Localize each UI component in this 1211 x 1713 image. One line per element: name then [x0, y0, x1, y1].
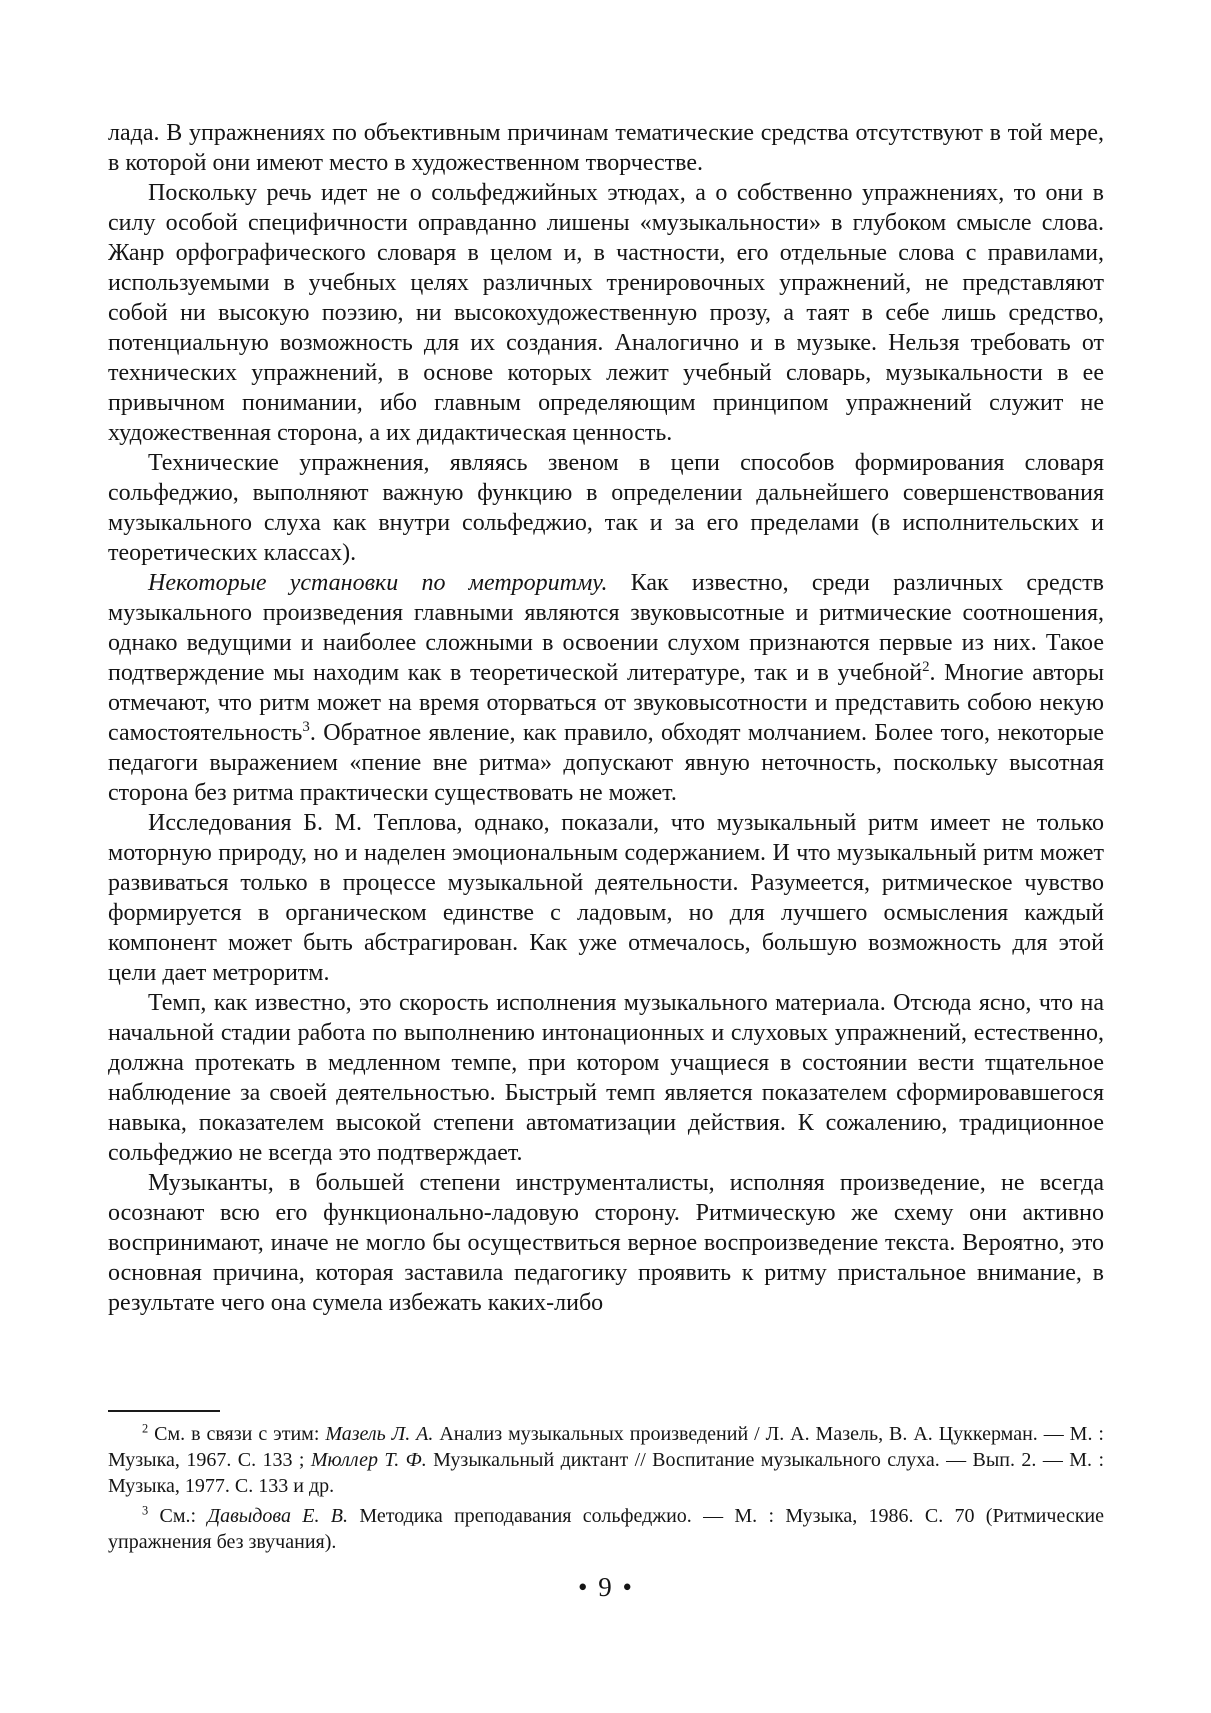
body-text — [108, 118, 1104, 1318]
paragraph — [108, 988, 1104, 1168]
footnote-reference-marker: 3 — [142, 1503, 149, 1518]
paragraph — [108, 808, 1104, 988]
text-segment: Музыкальный диктант // Воспитание музыкального слуха. — Вып. 2. — М. : Музыка, 1977. С. 133 и др. — [108, 1449, 1105, 1497]
paragraph — [108, 1168, 1104, 1318]
text-segment: Как известно, среди различных средств музыкального произведения главными являются звуковысотные и ритмические соотношения, однако ведущими и наиболее сложными в освоении слухом признаются первые из них. Такое подтверждение мы находим как в теоретической литературе, так и в учебной — [108, 570, 1104, 686]
text-segment: Технические упражнения, являясь звеном в цепи способов формирования словаря сольфеджио, выполняют важную функцию в определении дальнейшего совершенствования музыкального слуха как внутри сольфеджио, так и за его пределами (в исполнительских и теоретических классах). — [108, 450, 1104, 566]
footnote — [108, 1503, 1104, 1555]
paragraph — [108, 568, 1104, 808]
text-segment: лада. В упражнениях по объективным причинам тематические средства отсутствуют в той мере, в которой они имеют место в художественном творчестве. — [108, 120, 1104, 176]
text-segment: Темп, как известно, это скорость исполнения музыкального материала. Отсюда ясно, что на начальной стадии работа по выполнению интонационных и слуховых упражнений, естественно, должна протекать в медленном темпе, при котором учащиеся в состоянии вести тщательное наблюдение за своей деятельностью. Быстрый темп является показателем сформировавшегося навыка, показателем высокой степени автоматизации действия. К сожалению, традиционное сольфеджио не всегда это подтверждает. — [108, 990, 1104, 1166]
text-segment: См.: — [148, 1505, 208, 1527]
footnote-reference-marker: 3 — [302, 719, 310, 735]
footnote — [108, 1421, 1104, 1499]
paragraph — [108, 448, 1104, 568]
text-segment: Музыканты, в большей степени инструменталисты, исполняя произведение, не всегда осознают всю его функционально-ладовую сторону. Ритмическую же схему они активно воспринимают, иначе не могло бы осуществиться верное воспроизведение текста. Вероятно, это основная причина, которая заставила педагогику проявить к ритму пристальное внимание, в результате чего она сумела избежать каких-либо — [108, 1170, 1104, 1316]
page-number: • 9 • — [578, 1572, 634, 1602]
text-segment: Мазель Л. А. — [325, 1423, 434, 1445]
footnotes — [108, 1421, 1104, 1559]
paragraph — [108, 178, 1104, 448]
text-segment: Некоторые установки по метроритму. — [148, 570, 608, 596]
text-segment: . Многие авторы отмечают, что ритм может на время оторваться от звуковысотности и представить собою некую самостоятельность — [108, 660, 1104, 746]
footnote-reference-marker: 2 — [142, 1421, 149, 1436]
text-segment: Анализ музыкальных произведений / Л. А. Мазель, В. А. Цуккерман. — М. : Музыка, 1967. С. 133 ; — [108, 1423, 1104, 1471]
text-segment: . Обратное явление, как правило, обходят молчанием. Более того, некоторые педагоги выражением «пение вне ритма» допускают явную неточность, поскольку высотная сторона без ритма практически существовать не может. — [108, 720, 1104, 806]
footnote-reference-marker: 2 — [922, 659, 930, 675]
text-segment: Исследования Б. М. Теплова, однако, показали, что музыкальный ритм имеет не только моторную природу, но и наделен эмоциональным содержанием. И что музыкальный ритм может развиваться только в процессе музыкальной деятельности. Разумеется, ритмическое чувство формируется в органическом единстве с ладовым, но для лучшего осмысления каждый компонент может быть абстрагирован. Как уже отмечалось, большую возможность для этой цели дает метроритм. — [108, 810, 1104, 986]
paragraph — [108, 118, 1104, 178]
text-segment: Давыдова Е. В. — [207, 1505, 349, 1527]
footnote-separator — [108, 1410, 220, 1412]
text-segment: Мюллер Т. Ф. — [310, 1449, 427, 1471]
text-segment: Методика преподавания сольфеджио. — М. : Музыка, 1986. С. 70 (Ритмические упражнения без звучания). — [108, 1505, 1104, 1553]
text-segment: Поскольку речь идет не о сольфеджийных этюдах, а о собственно упражнениях, то они в силу особой специфичности оправданно лишены «музыкальности» в глубоком смысле слова. Жанр орфографического словаря в целом и, в частности, его отдельные слова с правилами, используемыми в учебных целях различных тренировочных упражнений, не представляют собой ни высокую поэзию, ни высокохудожественную прозу, а таят в себе лишь средство, потенциальную возможность для их создания. Аналогично и в музыке. Нельзя требовать от технических упражнений, в основе которых лежит учебный словарь, музыкальности в ее привычном понимании, ибо главным определяющим принципом упражнений служит не художественная сторона, а их дидактическая ценность. — [108, 180, 1104, 446]
text-segment: См. в связи с этим: — [148, 1423, 326, 1445]
